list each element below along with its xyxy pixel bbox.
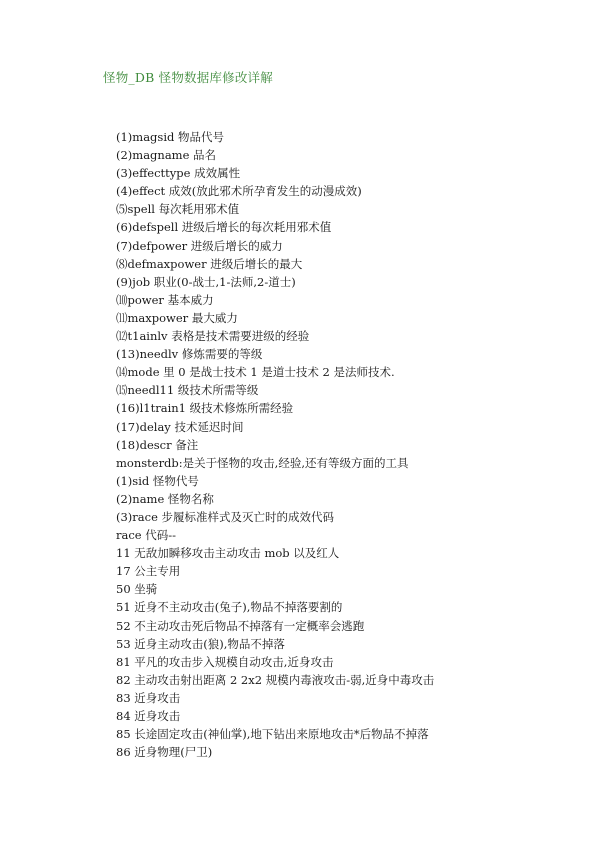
- text-line: monsterdb:是关于怪物的攻击,经验,还有等级方面的工具: [116, 455, 409, 470]
- text-line: 83 近身攻击: [116, 690, 181, 705]
- text-line: race 代码--: [116, 528, 177, 543]
- text-line: 81 平凡的攻击步入规模自动攻击,近身攻击: [116, 654, 334, 669]
- text-line: (18)descr 备注: [116, 437, 199, 452]
- text-line: 84 近身攻击: [116, 709, 181, 723]
- text-line: (16)l1train1 级技术修炼所需经验: [116, 401, 294, 416]
- text-line: ⑽power 基本威力: [116, 292, 214, 307]
- text-line: 53 近身主动攻击(狼),物品不掉落: [116, 636, 285, 651]
- text-line: 52 不主动攻击死后物品不掉落有一定概率会逃跑: [116, 618, 365, 633]
- text-line: 17 公主专用: [116, 564, 181, 579]
- text-line: (2)magname 品名: [116, 148, 217, 163]
- text-line: (7)defpower 进级后增长的威力: [116, 238, 283, 253]
- text-line: (1)sid 怪物代号: [116, 473, 199, 488]
- document-title: 怪物_DB 怪物数据库修改详解: [103, 70, 273, 85]
- text-line: ⑻defmaxpower 进级后增长的最大: [116, 256, 303, 271]
- text-line: ⒁mode 里 0 是战士技术 1 是道士技术 2 是法师技术.: [116, 365, 395, 380]
- text-line: (9)job 职业(0-战士,1-法师,2-道士): [116, 274, 296, 289]
- text-line: (6)defspell 进级后增长的每次耗用邪术值: [116, 220, 332, 235]
- text-line: (4)effect 成效(放此邪术所孕育发生的动漫成效): [116, 184, 362, 199]
- text-line: (3)effecttype 成效属性: [116, 166, 241, 181]
- text-line: 50 坐骑: [116, 582, 158, 597]
- text-line: (13)needlv 修炼需要的等级: [116, 347, 263, 362]
- text-line: (2)name 怪物名称: [116, 491, 214, 506]
- text-line: ⑾maxpower 最大威力: [116, 310, 238, 325]
- text-line: 82 主动攻击射出距离 2 2x2 规模内毒液攻击-弱,近身中毒攻击: [116, 672, 435, 687]
- text-line: ⒂needl11 级技术所需等级: [116, 383, 259, 398]
- text-line: (1)magsid 物品代号: [116, 130, 225, 144]
- text-line: (17)delay 技术延迟时间: [116, 419, 244, 434]
- text-line: 11 无敌加瞬移攻击主动攻击 mob 以及红人: [116, 546, 340, 561]
- text-line: 86 近身物理(尸卫): [116, 745, 213, 760]
- text-line: 51 近身不主动攻击(兔子),物品不掉落要割的: [116, 600, 343, 615]
- text-line: ⑿t1ainlv 表格是技术需要进级的经验: [116, 329, 310, 344]
- text-line: (3)race 步履标准样式及灭亡时的成效代码: [116, 509, 335, 524]
- text-line: ⑸spell 每次耗用邪术值: [116, 202, 240, 217]
- document-body: [116, 128, 586, 761]
- text-line: 85 长途固定攻击(神仙掌),地下钻出来原地攻击*后物品不掉落: [116, 727, 429, 742]
